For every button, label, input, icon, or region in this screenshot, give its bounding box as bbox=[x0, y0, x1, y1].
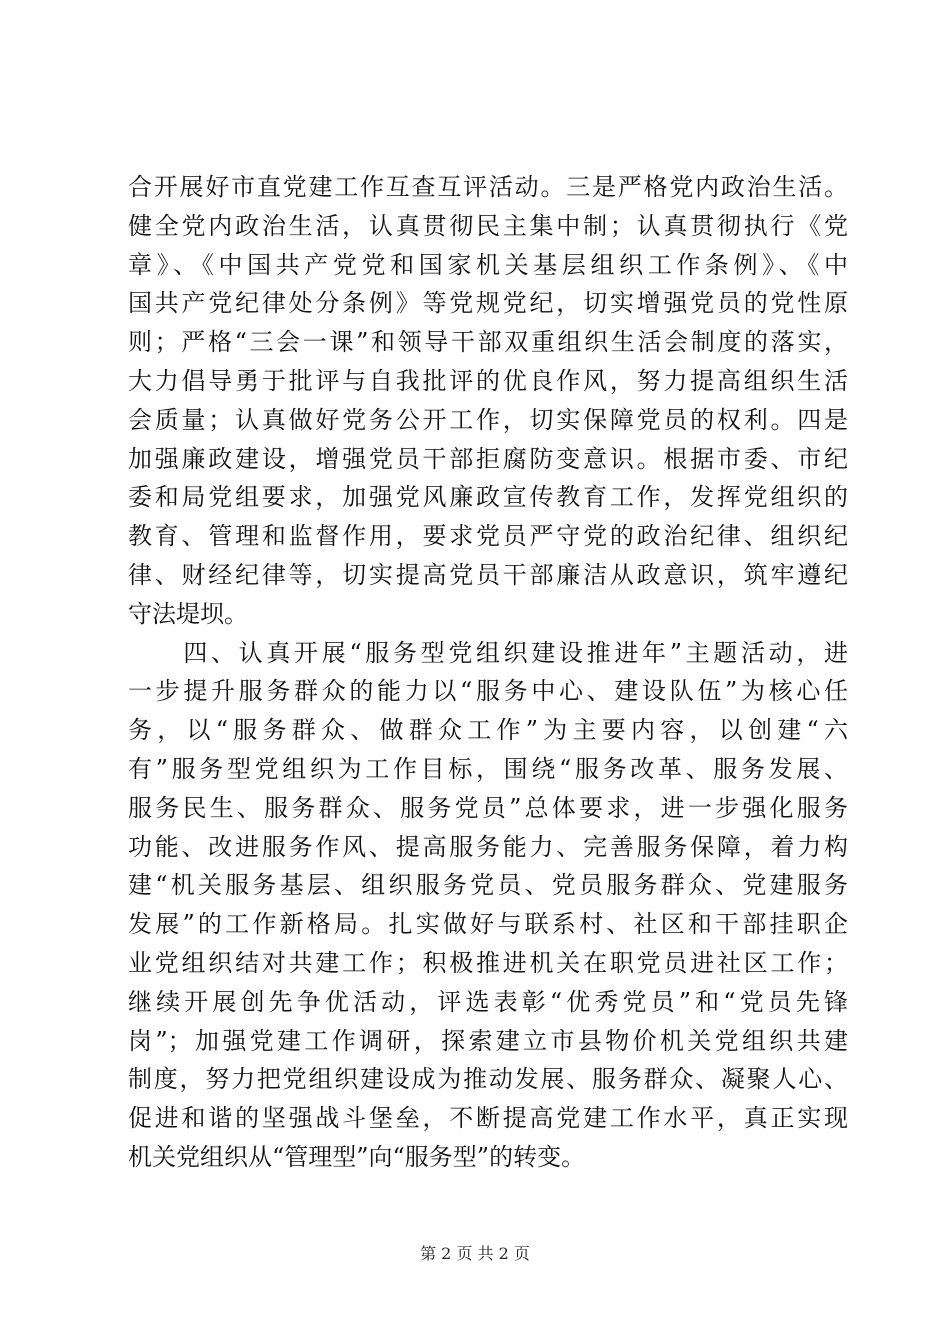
text-line: 机关党组织从“管理型”向“服务型”的转变。 bbox=[128, 1142, 586, 1171]
text-line: 大力倡导勇于批评与自我批评的优良作风，努力提高组织生活 bbox=[128, 366, 848, 395]
text-line: 国共产党纪律处分条例》等党规党纪，切实增强党员的党性原 bbox=[128, 289, 848, 318]
text-line: 功能、改进服务作风、提高服务能力、完善服务保障，着力构 bbox=[128, 832, 848, 861]
text-line: 守法堤坝。 bbox=[128, 599, 248, 628]
text-line: 业党组织结对共建工作；积极推进机关在职党员进社区工作； bbox=[128, 948, 848, 977]
text-line: 委和局党组要求，加强党风廉政宣传教育工作，发挥党组织的 bbox=[128, 483, 848, 512]
text-line: 建“机关服务基层、组织服务党员、党员服务群众、党建服务 bbox=[128, 871, 848, 900]
text-line: 合开展好市直党建工作互查互评活动。三是严格党内政治生活。 bbox=[128, 173, 848, 201]
text-line: 有”服务型党组织为工作目标，围绕“服务改革、服务发展、 bbox=[128, 754, 848, 783]
text-line: 务，以“服务群众、做群众工作”为主要内容，以创建“六 bbox=[128, 716, 848, 745]
text-line: 一步提升服务群众的能力以“服务中心、建设队伍”为核心任 bbox=[128, 677, 848, 706]
text-line: 四、认真开展“服务型党组织建设推进年”主题活动，进 bbox=[128, 638, 848, 667]
text-line: 则；严格“三会一课”和领导干部双重组织生活会制度的落实， bbox=[128, 328, 848, 357]
text-line: 会质量；认真做好党务公开工作，切实保障党员的权利。四是 bbox=[128, 405, 848, 434]
page-number-footer: 第 2 页 共 2 页 bbox=[420, 1244, 530, 1263]
text-line: 发展”的工作新格局。扎实做好与联系村、社区和干部挂职企 bbox=[128, 910, 848, 939]
text-line: 章》、《中国共产党党和国家机关基层组织工作条例》、《中 bbox=[128, 250, 848, 279]
text-line: 促进和谐的坚强战斗堡垒，不断提高党建工作水平，真正实现 bbox=[128, 1104, 848, 1133]
text-line: 继续开展创先争优活动，评选表彰“优秀党员”和“党员先锋 bbox=[128, 987, 848, 1016]
text-line: 加强廉政建设，增强党员干部拒腐防变意识。根据市委、市纪 bbox=[128, 444, 848, 473]
text-line: 岗”；加强党建工作调研，探索建立市县物价机关党组织共建 bbox=[128, 1026, 848, 1055]
body-text bbox=[128, 168, 848, 1177]
text-line: 教育、管理和监督作用，要求党员严守党的政治纪律、组织纪 bbox=[128, 522, 848, 551]
text-line: 制度，努力把党组织建设成为推动发展、服务群众、凝聚人心、 bbox=[128, 1065, 848, 1094]
text-line: 服务民生、服务群众、服务党员”总体要求，进一步强化服务 bbox=[128, 793, 848, 822]
text-line: 健全党内政治生活，认真贯彻民主集中制；认真贯彻执行《党 bbox=[128, 211, 848, 240]
text-line: 律、财经纪律等，切实提高党员干部廉洁从政意识，筑牢遵纪 bbox=[128, 560, 848, 589]
